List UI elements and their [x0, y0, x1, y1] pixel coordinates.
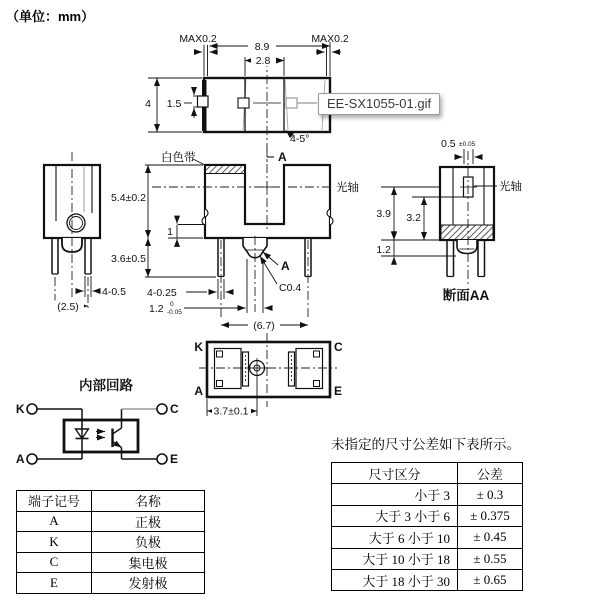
circuit-label-e: E [170, 452, 179, 466]
terminal-table [16, 490, 205, 594]
pin-label-a: A [194, 384, 203, 398]
internal-circuit [27, 404, 167, 464]
pin-label-c: C [334, 340, 343, 354]
dim-lead-tol-lower: -0.05 [167, 309, 182, 316]
image-filename-tooltip: EE-SX1055-01.gif [318, 93, 440, 115]
dim-lead-span: (6.7) [253, 320, 275, 332]
circuit-label-c: C [170, 402, 179, 416]
dim-lead-pitch: (2.5) [57, 301, 79, 313]
dim-chamfer: C0.4 [279, 282, 302, 294]
table-row: 小于 3 ± 0.3 [332, 484, 523, 505]
table-header-row [17, 491, 205, 512]
table-row: K 负极 [17, 532, 205, 553]
col-header: 尺寸区分 [332, 463, 458, 484]
dim-lead-count: 4-0.25 [147, 287, 177, 299]
col-header: 端子记号 [17, 491, 92, 512]
table-row: C 集电极 [17, 552, 205, 573]
pin-layout-view [199, 333, 337, 417]
front-view [152, 147, 333, 318]
side-view [44, 152, 100, 312]
tolerance-note: 未指定的尺寸公差如下表所示。 [331, 437, 520, 452]
table-row: A 正极 [17, 511, 205, 532]
detector-window [286, 98, 297, 108]
dim-max-right: MAX0.2 [311, 33, 349, 45]
dim-aperture: 0.5 [441, 138, 456, 150]
optical-axis-label-front: 光轴 [336, 182, 359, 194]
gate-tab [198, 96, 209, 107]
dim-lead-length: 3.6±0.5 [111, 253, 146, 265]
terminal-c [157, 404, 167, 414]
circuit-label-a: A [15, 452, 25, 466]
optocoupler-outline [64, 420, 138, 452]
dim-slot-width: 2.8 [255, 55, 271, 67]
dim-depth-inner: 3.2 [406, 212, 421, 224]
dim-max-left: MAX0.2 [179, 33, 217, 45]
dim-front-height: 5.4±0.2 [111, 192, 146, 204]
section-hatch [441, 225, 493, 240]
dim-emitter-offset: 3.7±0.1 [213, 405, 249, 418]
table-row: E 发射极 [17, 573, 205, 594]
section-mark-top: A [278, 150, 287, 164]
section-aa-title: 断面AA [442, 288, 490, 303]
col-header: 公差 [458, 463, 523, 484]
white-band-hatch [206, 166, 245, 174]
emitter-window [238, 98, 249, 108]
terminal-e [157, 454, 167, 464]
dim-lead-tol-upper: 0 [170, 301, 174, 308]
pin-label-e: E [334, 384, 343, 398]
dim-lead-width: 4-0.5 [102, 286, 126, 298]
circuit-label-k: K [15, 402, 25, 416]
dim-lead-thickness: 1.2 [149, 303, 164, 315]
unit-note: （单位：mm） [6, 9, 95, 24]
col-header: 名称 [92, 491, 205, 512]
terminal-k [27, 404, 37, 414]
dim-lens-height: 1.2 [376, 244, 391, 256]
dim-draft-angle: 4-5° [290, 133, 310, 145]
dim-body-height: 4 [145, 98, 151, 110]
table-row: 大于 18 小于 30 ± 0.65 [332, 569, 523, 590]
white-band-label: 白色带 [161, 152, 196, 164]
table-row: 大于 3 小于 6 ± 0.375 [332, 505, 523, 526]
optical-axis-label-aa: 光轴 [499, 181, 522, 193]
front-body [205, 165, 330, 238]
table-row: 大于 6 小于 10 ± 0.45 [332, 527, 523, 548]
circuit-title: 内部回路 [79, 378, 133, 393]
pin-label-k: K [194, 340, 203, 354]
top-plan-view [198, 58, 331, 162]
dim-step: 1 [167, 226, 173, 238]
section-aa-view [440, 151, 497, 284]
tolerance-table [331, 462, 523, 591]
terminal-a [27, 454, 37, 464]
section-mark-bottom: A [281, 259, 290, 273]
dim-overall-width: 8.9 [254, 41, 270, 53]
table-row: 大于 10 小于 18 ± 0.55 [332, 548, 523, 569]
dim-aperture-tol: ±0.05 [459, 141, 476, 148]
table-header-row [332, 463, 523, 484]
dim-depth-total: 3.9 [376, 208, 391, 220]
dim-gate: 1.5 [166, 98, 182, 110]
